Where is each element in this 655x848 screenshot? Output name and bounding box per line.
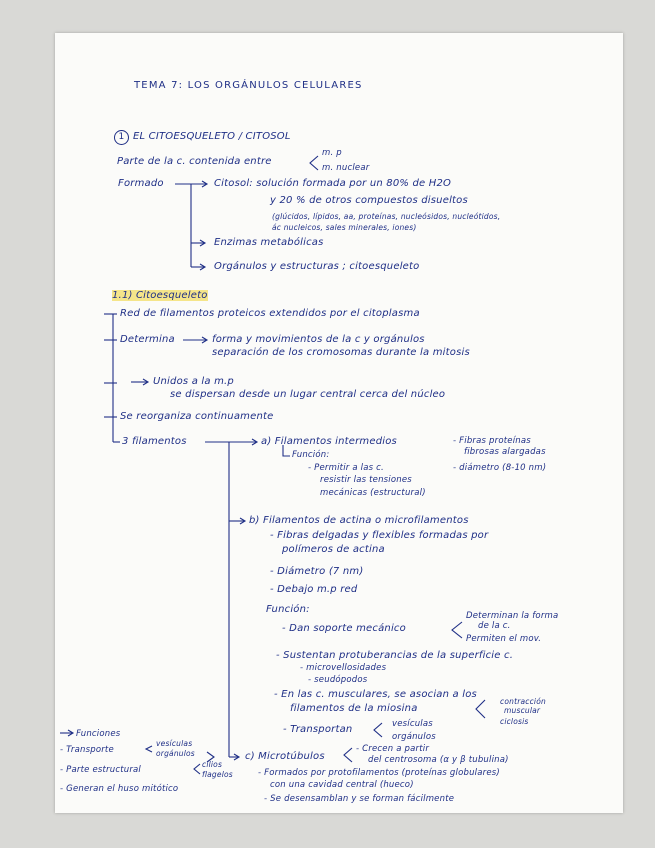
filamentos-a-permitir-2: resistir las tensiones [320, 475, 412, 485]
filamentos-c-heading: c) Microtúbulos [245, 751, 325, 762]
margin-cilios: cilios [202, 760, 223, 769]
parte-option-mp: m. p [322, 148, 342, 158]
filamentos-a-fibras-1: - Fibras proteínas [453, 436, 531, 446]
unidos-line-1: Unidos a la m.p [153, 376, 234, 387]
parte-option-nuclear: m. nuclear [322, 163, 370, 173]
filamentos-a-fibras-2: fibrosas alargadas [464, 447, 546, 457]
determina-line-1: forma y movimientos de la c y orgánulos [212, 334, 425, 345]
filamentos-a-permitir-1: - Permitir a las c. [308, 463, 384, 473]
filamentos-b-diametro: - Diámetro (7 nm) [270, 566, 364, 577]
filamentos-b-ciclosis: ciclosis [500, 717, 529, 726]
section-1-number: 1 [114, 130, 129, 145]
filamentos-b-sustentan: - Sustentan protuberancias de la superficie c. [276, 650, 514, 661]
margin-transporte: - Transporte [60, 745, 114, 755]
filamentos-b-heading: b) Filamentos de actina o microfilamentos [249, 515, 469, 526]
filamentos-b-contraccion-2: muscular [504, 706, 541, 715]
filamentos-b-musculares-2: filamentos de la miosina [290, 703, 418, 714]
filamentos-c-desensamblan: - Se desensamblan y se forman fácilmente [264, 794, 455, 804]
page-title: TEMA 7: LOS ORGÁNULOS CELULARES [134, 80, 363, 91]
filamentos-b-transportan: - Transportan [283, 724, 353, 735]
section-1-title: EL CITOESQUELETO / CITOSOL [133, 131, 291, 142]
margin-funciones: Funciones [76, 729, 121, 739]
determina-label: Determina [120, 334, 175, 345]
filamentos-b-musculares-1: - En las c. musculares, se asocian a los [274, 689, 477, 700]
section-1-1-title: 1.1) Citoesqueleto [112, 290, 208, 301]
margin-generan: - Generan el huso mitótico [60, 784, 179, 794]
filamentos-a-heading: a) Filamentos intermedios [261, 436, 397, 447]
filamentos-b-permiten: Permiten el mov. [466, 634, 542, 644]
filamentos-b-debajo: - Debajo m.p red [270, 584, 358, 595]
red-text: Red de filamentos proteicos extendidos por el citoplasma [120, 308, 420, 319]
filamentos-b-seudopodos: - seudópodos [308, 675, 368, 685]
filamentos-c-formados-1: - Formados por protofilamentos (proteínas globulares) [258, 768, 500, 778]
margin-flagelos: flagelos [202, 770, 233, 779]
filamentos-c-crecen-2: del centrosoma (α y β tubulina) [368, 755, 509, 765]
formado-label: Formado [118, 178, 164, 189]
filamentos-b-microvellosidades: - microvellosidades [300, 663, 387, 673]
enzimas-text: Enzimas metabólicas [214, 237, 324, 248]
section-1-1-heading [112, 290, 208, 302]
organulos-text: Orgánulos y estructuras ; citoesqueleto [214, 261, 420, 272]
filamentos-b-organulos: orgánulos [392, 732, 436, 742]
citosol-line-1: Citosol: solución formada por un 80% de H2O [214, 178, 452, 189]
parte-label: Parte de la c. contenida entre [117, 156, 272, 167]
filamentos-c-formados-2: con una cavidad central (hueco) [270, 780, 414, 790]
citosol-line-2: y 20 % de otros compuestos disueltos [270, 195, 468, 206]
filamentos-b-vesiculas: vesículas [392, 719, 433, 729]
determina-line-2: separación de los cromosomas durante la mitosis [212, 347, 470, 358]
filamentos-b-contraccion-1: contracción [500, 697, 546, 706]
citosol-line-4: ác nucleicos, sales minerales, iones) [272, 223, 417, 232]
filamentos-label: 3 filamentos [122, 436, 187, 447]
reorganiza-text: Se reorganiza continuamente [120, 411, 274, 422]
filamentos-b-determinan-1: Determinan la forma [466, 611, 559, 621]
margin-organulos: orgánulos [156, 749, 195, 758]
filamentos-a-permitir-3: mecánicas (estructural) [320, 488, 426, 498]
filamentos-c-crecen-1: - Crecen a partir [356, 744, 430, 754]
filamentos-b-determinan-2: de la c. [478, 621, 511, 631]
filamentos-a-funcion: Función: [292, 450, 330, 460]
margin-parte-estructural: - Parte estructural [60, 765, 141, 775]
filamentos-a-diametro: - diámetro (8-10 nm) [453, 463, 547, 473]
unidos-line-2: se dispersan desde un lugar central cerca del núcleo [170, 389, 446, 400]
citosol-line-3: (glúcidos, lípidos, aa, proteínas, nucleósidos, nucleótidos, [272, 212, 501, 221]
margin-vesiculas: vesículas [156, 739, 193, 748]
filamentos-b-funcion: Función: [266, 604, 310, 615]
section-1-heading [114, 130, 291, 145]
filamentos-b-fibras-1: - Fibras delgadas y flexibles formadas por [270, 530, 489, 541]
filamentos-b-fibras-2: polímeros de actina [282, 544, 385, 555]
filamentos-b-soporte: - Dan soporte mecánico [282, 623, 406, 634]
